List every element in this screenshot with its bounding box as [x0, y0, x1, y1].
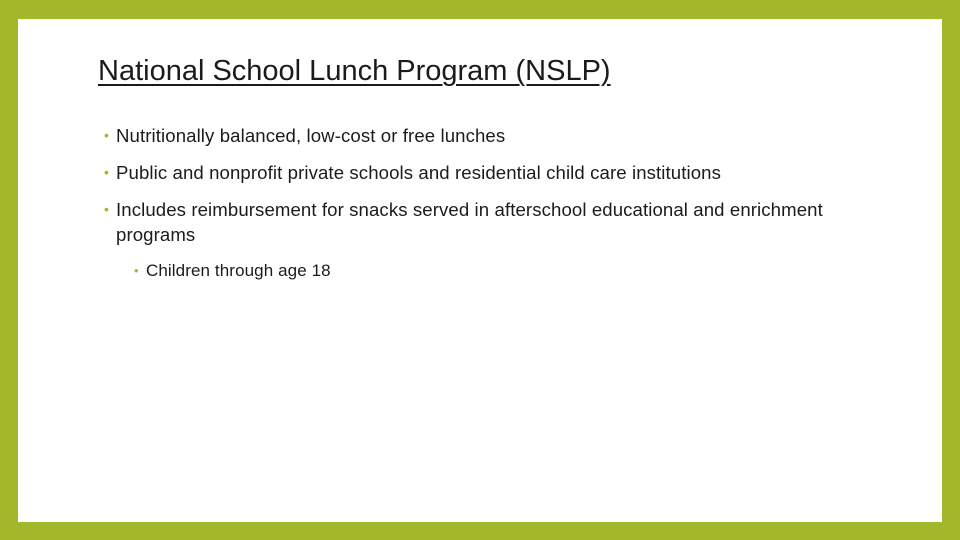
bullet-item	[104, 197, 864, 282]
bullet-text: Public and nonprofit private schools and residential child care institutions	[116, 162, 722, 183]
sub-bullet-list	[134, 259, 864, 282]
bullet-list	[104, 123, 864, 282]
bullet-dot-icon: •	[104, 127, 110, 143]
bullet-dot-icon: •	[104, 201, 110, 217]
sub-bullet-text: Children through age 18	[146, 261, 331, 280]
bullet-text: Nutritionally balanced, low-cost or free lunches	[116, 125, 506, 146]
bullet-item	[104, 123, 864, 148]
bullet-item	[104, 160, 864, 185]
bullet-dot-icon: •	[104, 164, 110, 180]
slide-content-area	[18, 19, 942, 522]
sub-bullet-dot-icon: •	[134, 263, 139, 278]
slide-title: National School Lunch Program (NSLP)	[98, 55, 611, 87]
bullet-text: Includes reimbursement for snacks served in afterschool educational and enrichment programs	[116, 199, 823, 245]
sub-bullet-item	[134, 259, 864, 282]
